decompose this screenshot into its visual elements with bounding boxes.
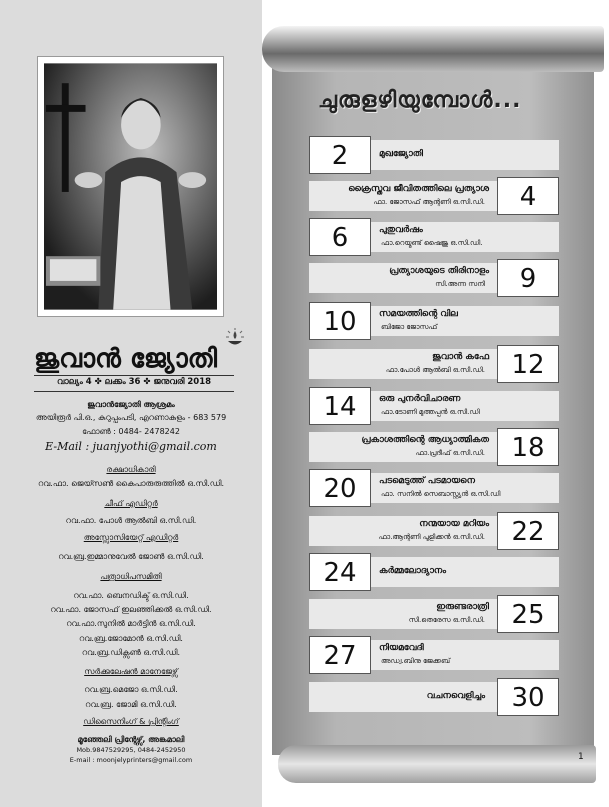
toc-item[interactable]: [309, 636, 559, 674]
toc-item[interactable]: [309, 428, 559, 466]
page-number: 1: [578, 752, 584, 762]
toc-title: പ്രത്യാശയുടെ തിരിനാളം: [389, 266, 489, 276]
contents-panel: [262, 0, 609, 807]
toc-page-number: 12: [497, 345, 559, 383]
scroll-bottom-roll: [278, 745, 596, 783]
toc-author: ഫാ. ജോസഫ് ആന്റണി ഒ.സി.ഡി.: [373, 198, 485, 206]
publisher-phone: ഫോൺ : 0484- 2478242: [82, 427, 180, 436]
toc-page-number: 18: [497, 428, 559, 466]
toc-item[interactable]: [309, 345, 559, 383]
masthead: [34, 344, 232, 375]
credit-name: റവ.ബ്ര.ഡിക്സൺ ഒ.സി.ഡി.: [81, 648, 181, 657]
cover-photo: [37, 56, 224, 317]
publisher-address: അയിരൂർ പി.ഒ., കുറുപ്പംപടി, എറണാകുളം - 683 579: [35, 413, 227, 422]
credit-name: റവ.ഫാ. ബെനഡിക്ട് ഒ.സി.ഡി.: [73, 591, 189, 600]
scroll-top-roll: [262, 26, 604, 72]
divider: [34, 375, 234, 376]
printer-email: E-mail : moonjelyprinters@gmail.com: [69, 756, 193, 764]
toc-author: ഫാ.ആന്റണി പുളിക്കൻ ഒ.സി.ഡി.: [378, 533, 485, 541]
toc-title: പടമെടുത്ത് പടമായനെ: [379, 476, 475, 486]
toc-page-number: 4: [497, 177, 559, 215]
credit-name: റവ.ബ്ര.മെജോ ഒ.സി.ഡി.: [84, 685, 178, 694]
credit-name: റവ.ബ്ര.ജോമോൻ ഒ.സി.ഡി.: [79, 634, 183, 643]
toc-author: സി.അന്ന സനി: [435, 280, 485, 288]
lamp-icon: [224, 328, 246, 350]
toc-page-number: 30: [497, 678, 559, 716]
toc-title: നന്മയായ മറിയം: [419, 519, 489, 529]
contents-heading: ചുരുളഴിയുമ്പോൾ...: [318, 88, 522, 113]
credit-name: റവ.ബ്ര.ഇമ്മാനുവേൽ ജോൺ ഒ.സി.ഡി.: [58, 552, 204, 561]
divider: [34, 391, 234, 392]
toc-item[interactable]: [309, 469, 559, 507]
toc-author: ഫാ.പോൾ ആൽബി ഒ.സി.ഡി.: [385, 366, 485, 374]
toc-author: ഫാ.പ്രദീഫ് ഒ.സി.ഡി.: [415, 449, 485, 457]
toc-title: സമയത്തിന്റെ വില: [379, 309, 458, 319]
toc-item[interactable]: [309, 177, 559, 215]
toc-page-number: 6: [309, 218, 371, 256]
credit-heading: അസ്സോസിയേറ്റ് എഡിറ്റർ: [83, 533, 179, 542]
toc-title: ജുവാൻ കഫേ: [432, 352, 489, 362]
toc-item[interactable]: [309, 512, 559, 550]
toc-author: അഡ്വ.ബിനു ജേക്കബ്: [381, 657, 451, 665]
toc-page-number: 25: [497, 595, 559, 633]
toc-title: കർമ്മലോദ്യാനം: [379, 566, 447, 576]
toc-title: പ്രകാശത്തിന്റെ ആധ്യാത്മികത: [361, 435, 489, 445]
toc-page-number: 22: [497, 512, 559, 550]
toc-page-number: 27: [309, 636, 371, 674]
publisher-email: E-Mail : juanjyothi@gmail.com: [45, 440, 217, 453]
toc-author: ഫാ.റെയ്മണ്ട് ഷൈജു ഒ.സി.ഡി.: [381, 239, 483, 247]
credit-name: റവ.ഫാ. ജെയ്സൺ കൈപാരുരുത്തിൽ ഒ.സി.ഡി.: [37, 479, 225, 488]
credit-name: റവ.ഫാ.സുനിൽ മാർട്ടിൻ ഒ.സി.ഡി.: [66, 619, 196, 628]
toc-author: സി.തെരേസ ഒ.സി.ഡി.: [408, 616, 485, 624]
toc-title: ഒരു പുനർവിചാരണ: [379, 394, 461, 404]
credit-heading: രക്ഷാധികാരി: [106, 465, 156, 474]
toc-item[interactable]: [309, 302, 559, 340]
credit-name: റവ.ഫാ. പോൾ ആൽബി ഒ.സി.ഡി.: [65, 516, 197, 525]
printer-mobile: Mob.9847529295, 0484-2452950: [76, 746, 186, 754]
toc-item[interactable]: [309, 678, 559, 716]
toc-page-number: 14: [309, 387, 371, 425]
toc-page-number: 24: [309, 553, 371, 591]
magazine-title: ജുവാൻ ജ്യോതി: [34, 344, 218, 374]
toc-author: ഫാ. സനിൽ സെബാസ്റ്റ്യൻ ഒ.സി.ഡി: [381, 490, 501, 498]
toc-author: ഫാ.ടോണി മുത്തപ്പൻ ഒ.സി.ഡി: [381, 408, 480, 416]
credit-heading: ചീഫ് എഡിറ്റർ: [104, 499, 158, 508]
toc-title: നിയമവേദി: [379, 643, 424, 653]
toc-item[interactable]: [309, 218, 559, 256]
credit-heading: സർക്കുലേഷൻ മാനേജേഴ്സ്: [84, 667, 178, 676]
toc-page-number: 9: [497, 259, 559, 297]
masthead-column: [0, 0, 262, 807]
toc-item[interactable]: [309, 259, 559, 297]
credit-name: റവ.ബ്ര. ജോമി ഒ.സി.ഡി.: [85, 700, 177, 709]
toc-author: ബിജോ ജോസഫ്: [381, 323, 438, 331]
toc-item[interactable]: [309, 595, 559, 633]
toc-title: വചനവെളിച്ചം: [426, 691, 485, 701]
toc-title: ക്രൈസ്തവ ജീവിതത്തിലെ പ്രത്യാശ: [348, 184, 489, 194]
credit-heading: ഡിസൈനിംഗ് & പ്രിന്റിംഗ്: [83, 717, 179, 726]
toc-item[interactable]: [309, 387, 559, 425]
toc-title: പുതുവർഷം: [379, 225, 423, 235]
credit-name: റവ.ഫാ. ജോസഫ് ഇലഞ്ഞിക്കൽ ഒ.സി.ഡി.: [50, 605, 212, 614]
toc-title: മുഖജ്യോതി: [379, 149, 423, 159]
toc-item[interactable]: [309, 553, 559, 591]
toc-page-number: 2: [309, 136, 371, 174]
issue-line: വാല്യം 4 ✤ ലക്കം 36 ✤ ജനുവരി 2018: [56, 377, 212, 387]
saint-portrait-image: [44, 63, 217, 310]
toc-page-number: 10: [309, 302, 371, 340]
toc-page-number: 20: [309, 469, 371, 507]
credit-heading: പത്രാധിപസമിതി: [100, 572, 162, 581]
toc-item[interactable]: [309, 136, 559, 174]
publisher-name: ജുവാൻജ്യോതി ആശ്രമം: [87, 400, 175, 409]
toc-title: ഇരുണ്ടരാത്രി: [436, 602, 489, 612]
printer-name: മൂഞ്ഞേലി പ്രിന്റേഴ്സ്, അങ്കമാലി: [77, 735, 185, 744]
